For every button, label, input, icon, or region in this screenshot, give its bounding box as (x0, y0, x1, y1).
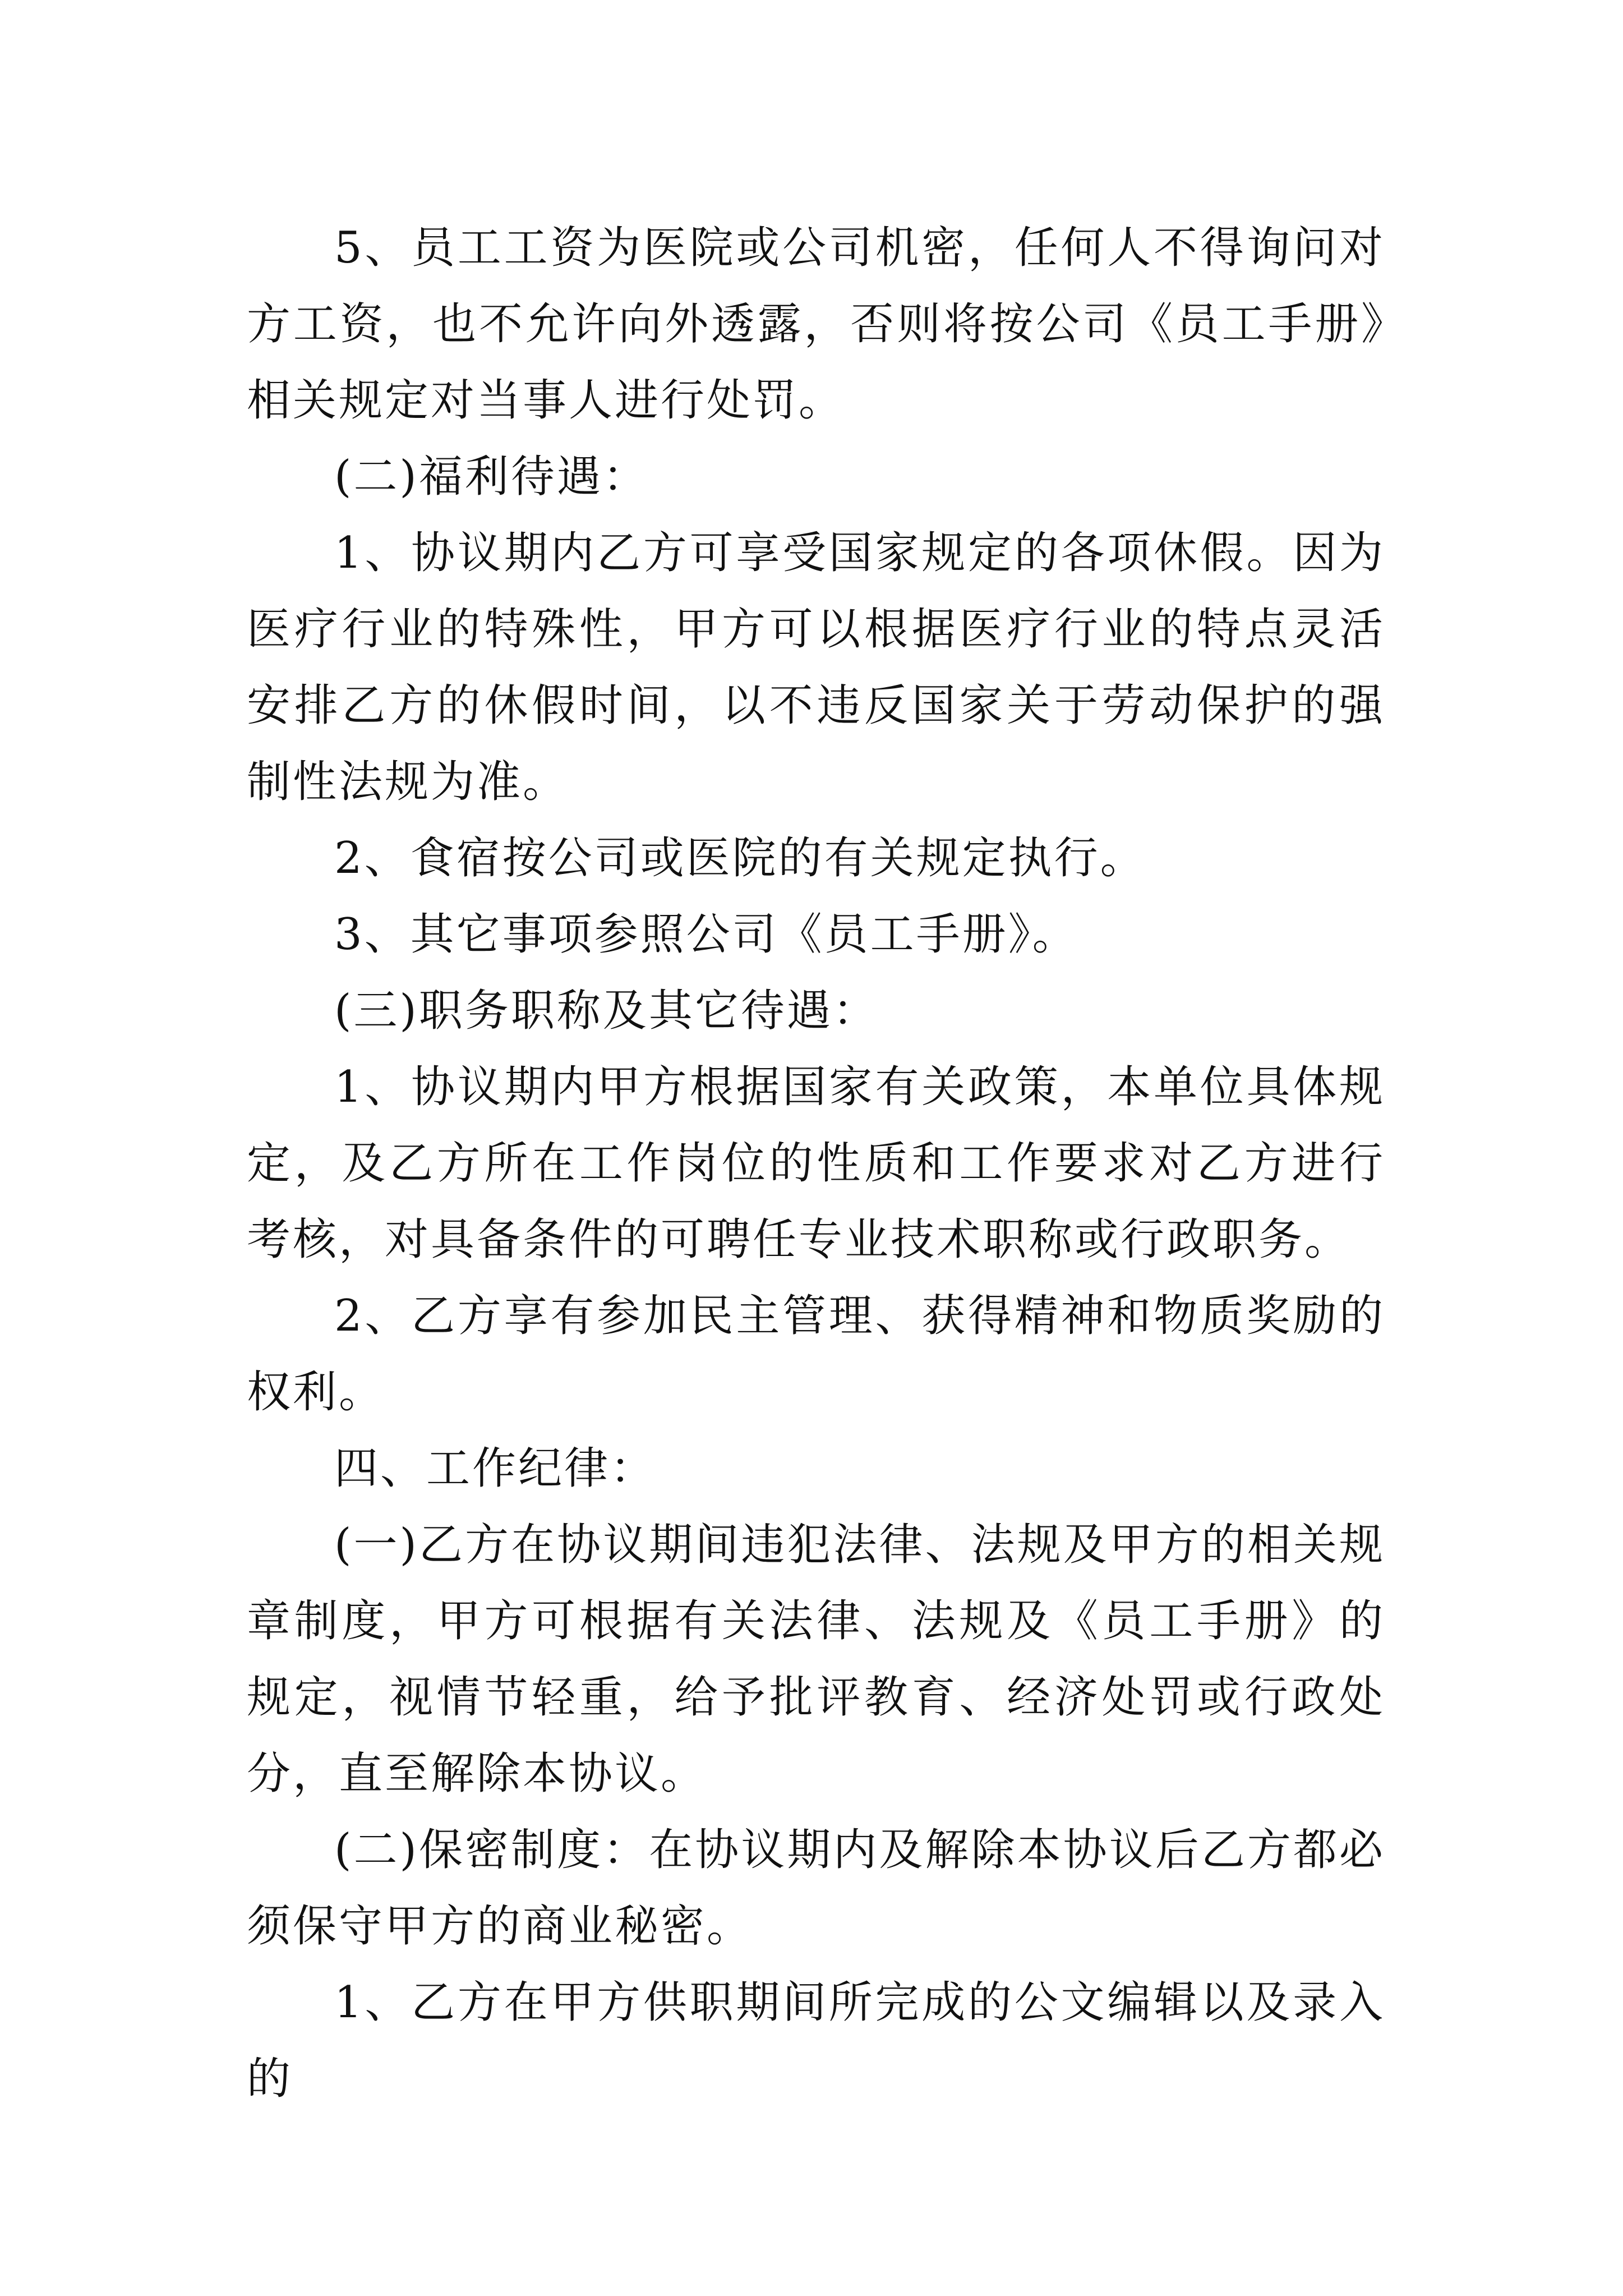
heading-position-title: (三)职务职称及其它待遇： (334, 986, 879, 1036)
paragraph-assessment: 1、协议期内甲方根据国家有关政策，本单位具体规定，及乙方所在工作岗位的性质和工作要求对乙方进行考核，对具备条件的可聘任专业技术职称或行政职务。 (247, 1062, 1385, 1265)
paragraph-document-editing: 1、乙方在甲方供职期间所完成的公文编辑以及录入的 (247, 1977, 1385, 2104)
heading-work-discipline: 四、工作纪律： (334, 1443, 657, 1494)
document-body (247, 210, 1385, 2117)
paragraph-vacation: 1、协议期内乙方可享受国家规定的各项休假。因为医疗行业的特殊性，甲方可以根据医疗行业的特点灵活安排乙方的休假时间，以不违反国家关于劳动保护的强制性法规为准。 (247, 528, 1385, 807)
paragraph-violations: (一)乙方在协议期间违犯法律、法规及甲方的相关规章制度，甲方可根据有关法律、法规及《员工手册》的规定，视情节轻重，给予批评教育、经济处罚或行政处分，直至解除本协议。 (247, 1520, 1385, 1799)
paragraph-confidentiality-system: (二)保密制度：在协议期内及解除本协议后乙方都必须保守甲方的商业秘密。 (247, 1825, 1385, 1952)
heading-welfare: (二)福利待遇： (334, 452, 649, 502)
paragraph-accommodation: 2、食宿按公司或医院的有关规定执行。 (334, 833, 1146, 884)
paragraph-rights: 2、乙方享有参加民主管理、获得精神和物质奖励的权利。 (247, 1291, 1385, 1418)
paragraph-other-matters: 3、其它事项参照公司《员工手册》。 (334, 909, 1078, 960)
paragraph-salary-confidentiality: 5、员工工资为医院或公司机密，任何人不得询问对方工资，也不允许向外透露，否则将按公司《员工手册》相关规定对当事人进行处罚。 (247, 223, 1385, 426)
